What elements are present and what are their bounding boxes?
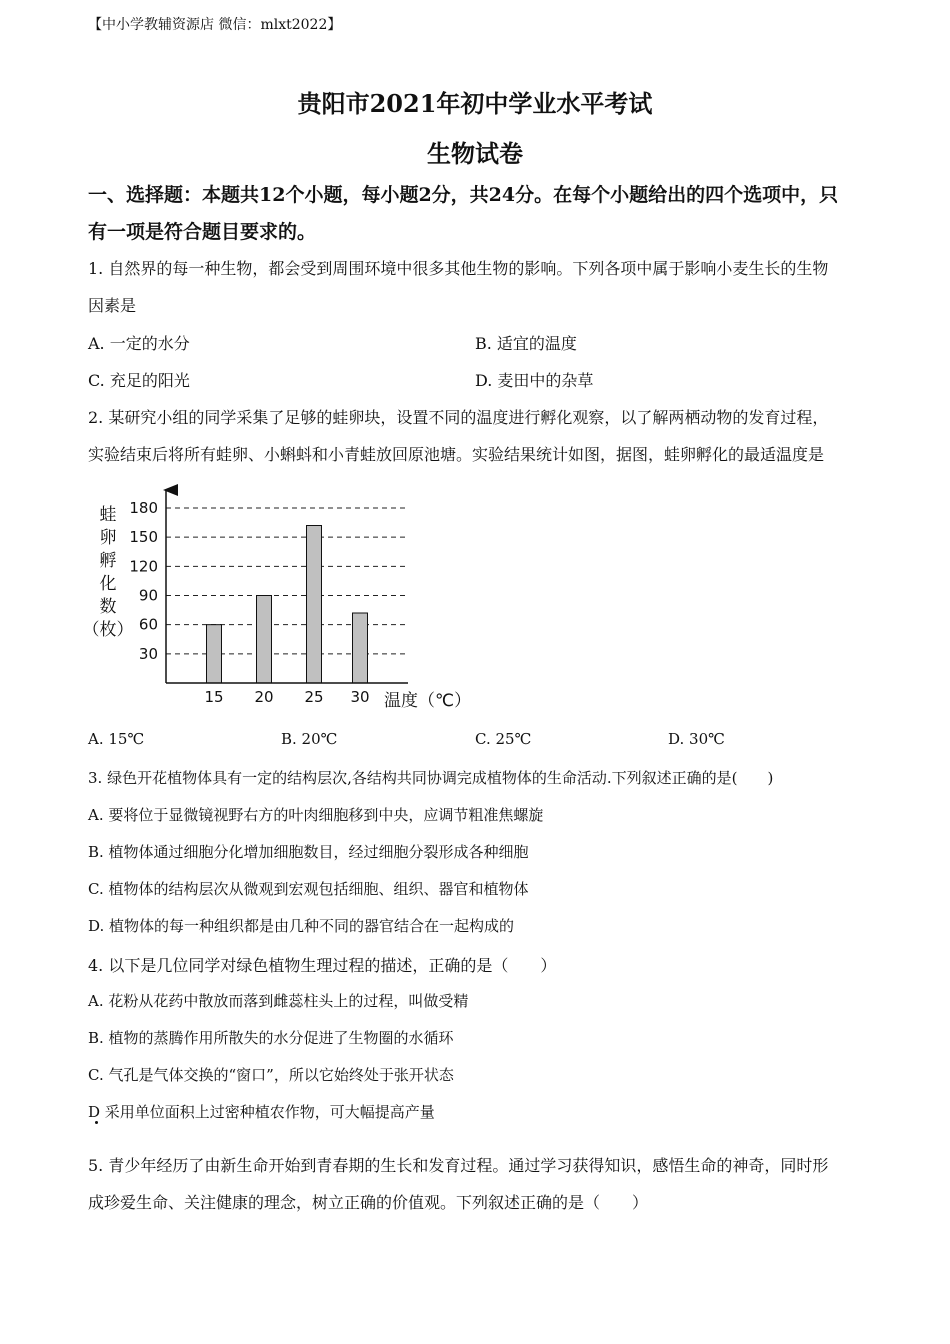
q1-option-b: B. 适宜的温度: [475, 334, 577, 353]
q4-option-b: B. 植物的蒸腾作用所散失的水分促进了生物圈的水循环: [88, 1029, 454, 1047]
y-tick-label-150: 150: [129, 528, 158, 547]
y-axis-label-char: 孵: [99, 551, 117, 571]
y-tick-label-60: 60: [138, 615, 158, 634]
q4-option-d: D 采用单位面积上过密种植农作物，可大幅提高产量: [88, 1103, 435, 1121]
q5-stem-line2: 成珍爱生命、关注健康的理念，树立正确的价值观。下列叙述正确的是（ ）: [88, 1193, 649, 1212]
q2-option-c: C. 25℃: [475, 730, 532, 748]
stray-dot: [95, 1121, 98, 1124]
grid-lines: [166, 508, 408, 654]
q1-option-d: D. 麦田中的杂草: [475, 371, 594, 390]
x-axis-label: 温度（℃）: [384, 691, 472, 711]
q2-option-b: B. 20℃: [281, 730, 338, 748]
y-tick-labels: [129, 499, 158, 663]
bar-20: [257, 596, 272, 684]
y-axis-label-char: 卵: [99, 528, 117, 548]
hatch-chart: [82, 478, 478, 718]
bar-15: [207, 625, 222, 683]
q1-option-c: C. 充足的阳光: [88, 371, 190, 390]
bar-25: [307, 526, 322, 684]
exam-title: 贵阳市2021年初中学业水平考试: [297, 89, 653, 118]
q3-option-d: D. 植物体的每一种组织都是由几种不同的器官结合在一起构成的: [88, 917, 515, 935]
exam-subtitle: 生物试卷: [427, 139, 523, 168]
section-heading-line1: 一、选择题：本题共12个小题，每小题2分，共24分。在每个小题给出的四个选项中，只: [88, 184, 839, 206]
x-tick-label-25: 25: [304, 688, 324, 706]
y-axis-label: [83, 505, 134, 640]
y-tick-label-120: 120: [129, 557, 158, 576]
y-tick-label-30: 30: [138, 644, 158, 663]
y-tick-label-180: 180: [129, 499, 158, 517]
q1-option-a: A. 一定的水分: [88, 334, 190, 353]
q1-stem-line1: 1. 自然界的每一种生物，都会受到周围环境中很多其他生物的影响。下列各项中属于影响小麦生长的生物: [88, 259, 829, 278]
q3-stem: 3. 绿色开花植物体具有一定的结构层次,各结构共同协调完成植物体的生命活动.下列叙述正确的是( ): [88, 769, 774, 787]
bars: [207, 526, 368, 684]
y-axis-label-char: 蛙: [99, 505, 117, 525]
y-tick-label-90: 90: [138, 586, 158, 605]
q2-option-d: D. 30℃: [668, 730, 725, 748]
q4-option-c: C. 气孔是气体交换的“窗口”，所以它始终处于张开状态: [88, 1066, 454, 1084]
x-tick-labels: [204, 688, 369, 706]
y-axis-label-char: 数: [99, 597, 117, 617]
q4-option-a: A. 花粉从花药中散放而落到雌蕊柱头上的过程，叫做受精: [88, 992, 469, 1010]
y-axis-label-char: （枚）: [82, 620, 134, 640]
q2-stem-line2: 实验结束后将所有蛙卵、小蝌蚪和小青蛙放回原池塘。实验结果统计如图，据图，蛙卵孵化的最适温度是: [88, 445, 825, 464]
y-axis-label-char: 化: [99, 574, 117, 594]
q5-stem-line1: 5. 青少年经历了由新生命开始到青春期的生长和发育过程。通过学习获得知识，感悟生命的神奇，同时形: [88, 1156, 829, 1175]
q3-option-b: B. 植物体通过细胞分化增加细胞数目，经过细胞分裂形成各种细胞: [88, 843, 529, 861]
q3-option-a: A. 要将位于显微镜视野右方的叶肉细胞移到中央，应调节粗准焦螺旋: [88, 806, 544, 824]
x-tick-label-15: 15: [204, 688, 224, 706]
bar-30: [353, 613, 368, 683]
q2-option-a: A. 15℃: [88, 730, 145, 748]
header-note: 【中小学教辅资源店 微信：mlxt2022】: [88, 17, 342, 33]
q4-stem: 4. 以下是几位同学对绿色植物生理过程的描述，正确的是（ ）: [88, 956, 557, 975]
q3-option-c: C. 植物体的结构层次从微观到宏观包括细胞、组织、器官和植物体: [88, 880, 529, 898]
q2-stem-line1: 2. 某研究小组的同学采集了足够的蛙卵块，设置不同的温度进行孵化观察，以了解两栖动物的发育过程，: [88, 408, 829, 427]
q1-stem-line2: 因素是: [88, 296, 137, 315]
x-tick-label-20: 20: [254, 688, 274, 706]
x-tick-label-30: 30: [350, 688, 370, 706]
section-heading-line2: 有一项是符合题目要求的。: [88, 221, 317, 243]
